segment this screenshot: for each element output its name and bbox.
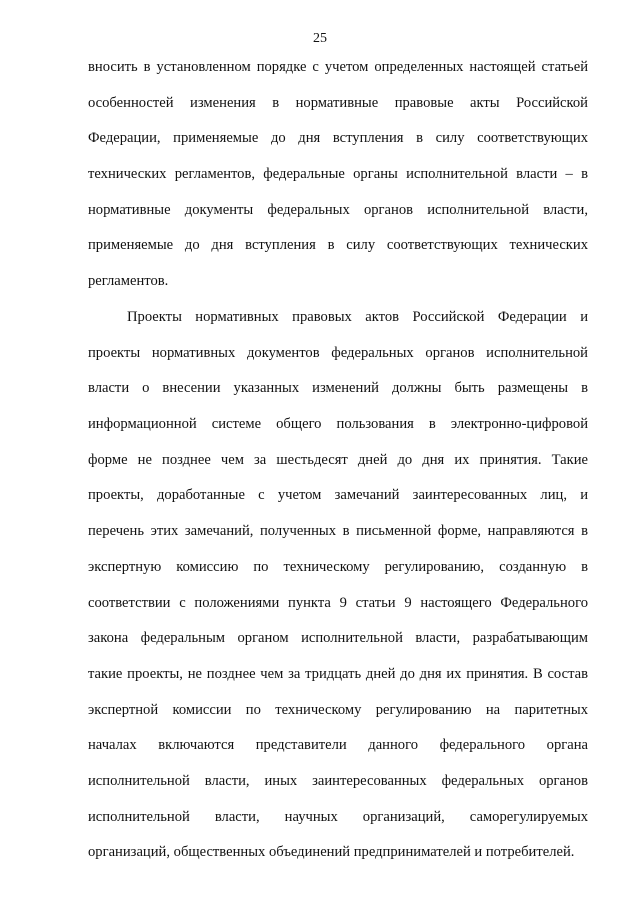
text-line: Федерации, применяемые до дня вступления в силу соответствующих (88, 130, 588, 147)
text-line: закона федеральным органом исполнительной власти, разрабатывающим (88, 630, 588, 647)
text-line: власти о внесении указанных изменений должны быть размещены в (88, 380, 588, 397)
paragraph-1 (88, 50, 588, 300)
text-line: информационной системе общего пользования в электронно-цифровой (88, 416, 588, 433)
text-line: вносить в установленном порядке с учетом определенных настоящей статьей (88, 59, 588, 75)
text-line: организаций, общественных объединений предпринимателей и потребителей. (88, 844, 575, 861)
text-line: экспертной комиссии по техническому регулированию на паритетных (88, 701, 588, 718)
text-line: началах включаются представители данного федерального органа (88, 737, 588, 754)
text-line: исполнительной власти, иных заинтересованных федеральных органов (88, 772, 588, 789)
text-line: регламентов. (88, 273, 169, 290)
text-line: нормативные документы федеральных органов исполнительной власти, (88, 201, 588, 218)
text-line: перечень этих замечаний, полученных в письменной форме, направляются в (88, 523, 588, 540)
page-number: 25 (313, 31, 327, 46)
text-line: Проекты нормативных правовых актов Российской Федерации и (127, 309, 588, 325)
text-line: соответствии с положениями пункта 9 статьи 9 настоящего Федерального (88, 594, 588, 611)
text-line: исполнительной власти, научных организаций, саморегулируемых (88, 808, 588, 825)
text-line: особенностей изменения в нормативные правовые акты Российской (88, 94, 588, 111)
text-line: экспертную комиссию по техническому регулированию, созданную в (88, 558, 588, 575)
text-line: технических регламентов, федеральные органы исполнительной власти – в (88, 166, 588, 183)
paragraph-2 (88, 300, 588, 871)
text-line: проекты нормативных документов федеральных органов исполнительной (88, 344, 588, 361)
text-line: применяемые до дня вступления в силу соответствующих технических (88, 237, 588, 254)
text-line: такие проекты, не позднее чем за тридцать дней до дня их принятия. В состав (88, 665, 588, 682)
text-line: проекты, доработанные с учетом замечаний заинтересованных лиц, и (88, 487, 588, 504)
text-line: форме не позднее чем за шестьдесят дней до дня их принятия. Такие (88, 451, 588, 468)
